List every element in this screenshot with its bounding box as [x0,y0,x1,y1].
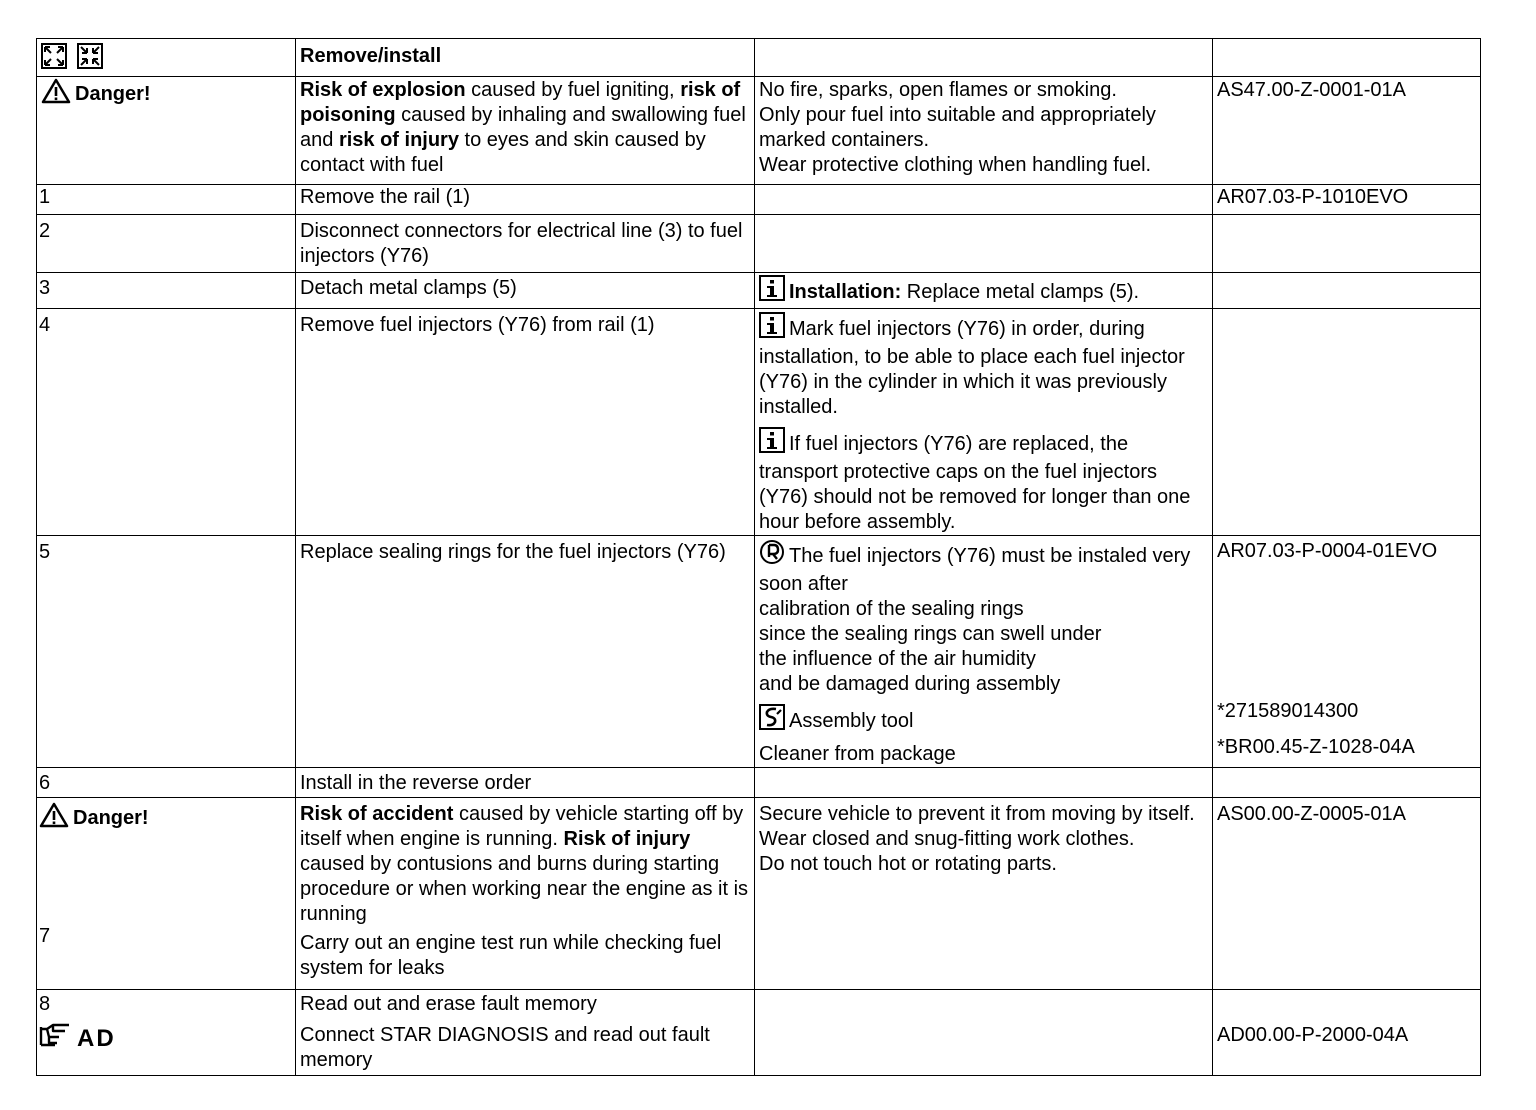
info-icon [759,312,785,345]
step-ref [1213,990,1481,1076]
collapse-arrows-icon [77,43,103,76]
step-note [755,536,1213,768]
caution-circle-icon [759,539,785,572]
danger-heading [39,802,291,835]
document-reference: AS00.00-Z-0005-01A [1217,803,1407,825]
risk-explosion: Risk of explosion [300,79,466,101]
step-number [37,309,296,536]
danger-description [296,798,755,990]
header-icons-cell [37,39,296,77]
danger-ref [1213,798,1481,990]
diagnosis-text: Connect STAR DIAGNOSIS and read out fault memory [300,1024,710,1071]
danger-label: Danger! [75,83,151,105]
danger-note: Secure vehicle to prevent it from moving by itself. [759,803,1195,825]
danger-text-1: caused by fuel igniting, [465,79,675,101]
danger-note: Wear protective clothing when handling fuel. [759,154,1152,176]
header-empty-cell [1213,39,1481,77]
step-text-value: Read out and erase fault memory [300,993,597,1015]
step-ref [1213,309,1481,536]
danger-notes [755,77,1213,185]
step-number [39,924,291,949]
document-reference: AD00.00-P-2000-04A [1217,1024,1409,1046]
step-ref [1213,536,1481,768]
step-note [755,215,1213,273]
risk-injury: Risk of injury [563,828,691,850]
header-title [296,39,755,77]
step-text [296,768,755,798]
step-text [296,215,755,273]
step-ref [1213,215,1481,273]
diagnosis-marker [39,1023,116,1054]
warning-triangle-icon [39,802,69,835]
step-note [755,768,1213,798]
step-row-3 [37,273,1481,309]
document-reference: AR07.03-P-1010EVO [1217,186,1409,208]
risk-poisoning: risk of poisoning [300,79,741,126]
danger-note: No fire, sparks, open flames or smoking. [759,79,1117,101]
info-note [759,312,1208,420]
step-text [296,185,755,215]
danger-text-2: caused by inhaling and swallowing fuel and [300,104,746,151]
danger-text-1: caused by vehicle starting off by itself when engine is running. [300,803,744,850]
danger-label: Danger! [73,807,149,829]
danger-text [300,802,750,927]
step-text-value: Remove the rail (1) [300,186,471,208]
danger-text-3: to eyes and skin caused by contact with fuel [300,129,706,176]
step-text [296,990,755,1076]
info-note [759,427,1208,535]
step-row-1 [37,185,1481,215]
step-number-text: 8 [39,993,51,1015]
document-reference: AR07.03-P-0004-01EVO [1217,540,1438,562]
header-title-text: Remove/install [300,45,442,67]
risk-injury: risk of injury [338,129,459,151]
tool-name: Assembly tool [789,710,914,732]
info-icon [759,427,785,460]
caution-note [759,539,1208,697]
danger-note: Only pour fuel into suitable and appropriately marked containers. [759,104,1156,151]
installation-label: Installation: [789,281,902,303]
special-tool-icon [759,704,785,737]
caution-line: The fuel injectors (Y76) must be instaled very soon after [759,545,1191,595]
expand-arrows-icon [41,43,67,76]
danger-text-2: caused by contusions and burns during starting procedure or when working near the engine as it is running [300,853,749,925]
step-number-text: 2 [39,220,51,242]
step-text-value: Install in the reverse order [300,772,532,794]
header-empty-cell [755,39,1213,77]
step-note [755,273,1213,309]
step-text [296,273,755,309]
step-number [37,185,296,215]
step-text [296,309,755,536]
danger-row-vehicle [37,798,1481,990]
info-note-text: If fuel injectors (Y76) are replaced, the transport protective caps on the fuel injectors (Y76) should not be removed for longer than one hour before assembly. [759,433,1191,533]
step-text-value: Disconnect connectors for electrical line (3) to fuel injectors (Y76) [300,220,743,267]
step-number-text: 7 [39,925,51,947]
installation-note: Replace metal clamps (5). [901,281,1140,303]
caution-line: since the sealing rings can swell under [759,623,1102,645]
step-ref [1213,185,1481,215]
info-icon [759,275,785,308]
tool-item [759,742,1208,767]
danger-row-fuel [37,77,1481,185]
step-text [296,536,755,768]
tool-name: Cleaner from package [759,743,956,765]
document-reference: AS47.00-Z-0001-01A [1217,79,1407,101]
caution-line: the influence of the air humidity [759,648,1036,670]
warning-triangle-icon [41,78,71,111]
step-note [755,185,1213,215]
tool-item [759,704,1208,737]
danger-note: Do not touch hot or rotating parts. [759,853,1057,875]
info-note-text: Mark fuel injectors (Y76) in order, during installation, to be able to place each fuel injector (Y76) in the cylinder in which it was previously installed. [759,318,1185,418]
step-row-2 [37,215,1481,273]
pointing-hand-icon [39,1023,73,1054]
danger-ref [1213,77,1481,185]
step-note [755,990,1213,1076]
step-number-text: 5 [39,541,51,563]
step-row-6 [37,768,1481,798]
danger-note: Wear closed and snug-fitting work clothes. [759,828,1135,850]
caution-line: and be damaged during assembly [759,673,1061,695]
step-ref [1213,273,1481,309]
step-text-value: Detach metal clamps (5) [300,277,517,299]
tool-reference: *BR00.45-Z-1028-04A [1217,736,1415,758]
ad-label: AD [77,1025,116,1052]
step-text-value: Replace sealing rings for the fuel injectors (Y76) [300,541,726,563]
danger-description [296,77,755,185]
step-row-4 [37,309,1481,536]
step-text [300,931,750,981]
step-number-text: 3 [39,277,51,299]
risk-accident: Risk of accident [300,803,454,825]
danger-label-cell [37,77,296,185]
header-row [37,39,1481,77]
step-row-8 [37,990,1481,1076]
tool-reference: *271589014300 [1217,700,1359,722]
step-number-text: 4 [39,314,51,336]
step-text-value: Carry out an engine test run while checking fuel system for leaks [300,932,722,979]
caution-line: calibration of the sealing rings [759,598,1024,620]
step-row-5 [37,536,1481,768]
step-number-text: 1 [39,186,51,208]
step-number [37,215,296,273]
procedure-table [36,38,1481,1076]
step-number [37,536,296,768]
step-text-value: Remove fuel injectors (Y76) from rail (1) [300,314,655,336]
step-number [37,768,296,798]
step-ref [1213,768,1481,798]
step-note [755,309,1213,536]
step-number [37,273,296,309]
danger-notes [755,798,1213,990]
step-number-text: 6 [39,772,51,794]
danger-label-cell [37,798,296,990]
step-number [37,990,296,1076]
